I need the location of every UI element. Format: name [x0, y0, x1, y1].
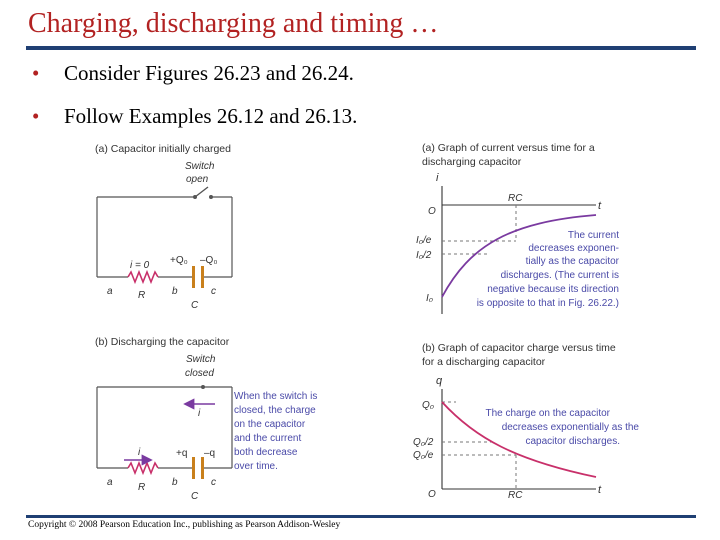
graph-note-line: tially as the capacitor	[525, 256, 619, 267]
graph-a-x-label: t	[598, 200, 602, 212]
bullet-1	[32, 61, 354, 86]
circuit-b-note	[234, 391, 317, 472]
graph-b-y-label: q	[436, 375, 443, 387]
loop-current-label: i	[198, 408, 201, 419]
graph-b-x-label: t	[598, 484, 602, 496]
capacitor-a	[192, 266, 204, 288]
circuit-note-line: and the current	[234, 433, 302, 444]
graph-b-tick-2: Q₀/2	[413, 437, 434, 448]
graph-a-origin: O	[428, 206, 436, 217]
graph-b-rc-label: RC	[508, 490, 523, 501]
resistor-a	[128, 272, 158, 282]
title-rule	[26, 46, 696, 50]
graph-a-tick-1: I₀/e	[416, 235, 432, 246]
bullet-2	[32, 104, 357, 129]
node-b-c: c	[211, 477, 216, 488]
graph-a	[416, 142, 620, 314]
graph-a-note	[477, 230, 620, 309]
graph-a-tick-2: I₀/2	[416, 250, 432, 261]
switch-a-label-1: Switch	[185, 161, 215, 172]
capacitor-a-label: C	[191, 300, 199, 311]
graph-note-line: is opposite to that in Fig. 26.22.)	[476, 298, 619, 309]
bullet-dot: •	[32, 104, 40, 128]
graph-b-tick-3: Q₀/e	[413, 450, 434, 461]
circuit-note-line: both decrease	[234, 447, 298, 458]
graph-b-caption-1: (b) Graph of capacitor charge versus time	[422, 342, 616, 354]
graph-note-line: decreases exponen-	[528, 243, 619, 254]
current-a-label: i = 0	[130, 260, 150, 271]
graph-a-rc-label: RC	[508, 193, 523, 204]
graph-note-line: capacitor discharges.	[525, 436, 620, 447]
graph-b-caption-2: for a discharging capacitor	[422, 356, 546, 368]
bullet-1-text: Consider Figures 26.23 and 26.24.	[64, 61, 354, 85]
graph-b	[413, 342, 639, 501]
copyright-text: Copyright © 2008 Pearson Education Inc., publishing as Pearson Addison-Wesley	[28, 520, 341, 530]
rc-discharge-figure	[88, 134, 648, 504]
circuit-note-line: closed, the charge	[234, 405, 316, 416]
charge-a-pos: +Q₀	[170, 255, 188, 266]
graph-a-caption-1: (a) Graph of current versus time for a	[422, 142, 595, 154]
footer-rule	[26, 515, 696, 518]
graph-note-line: The charge on the capacitor	[485, 408, 610, 419]
switch-a-label-2: open	[186, 174, 209, 185]
graph-note-line: discharges. (The current is	[500, 270, 619, 281]
circuit-note-line: over time.	[234, 461, 278, 472]
graph-a-caption-2: discharging capacitor	[422, 156, 522, 168]
bullet-2-text: Follow Examples 26.12 and 26.13.	[64, 104, 358, 128]
capacitor-b-label: C	[191, 491, 199, 502]
circuit-note-line: When the switch is	[234, 391, 318, 402]
graph-a-y-label: i	[436, 172, 439, 184]
circuit-a-caption: (a) Capacitor initially charged	[95, 143, 231, 155]
node-a-c: c	[211, 286, 216, 297]
graph-b-origin: O	[428, 489, 436, 500]
charge-b-neg: –q	[204, 448, 216, 459]
circuit-b-caption: (b) Discharging the capacitor	[95, 336, 230, 348]
circuit-a	[95, 143, 232, 311]
bullet-dot: •	[32, 61, 40, 85]
switch-b-label-2: closed	[185, 368, 214, 379]
slide-title: Charging, discharging and timing …	[28, 8, 439, 39]
resistor-b-label: R	[138, 482, 146, 493]
resistor-a-label: R	[138, 290, 146, 301]
charge-b-pos: +q	[176, 448, 188, 459]
graph-b-tick-1: Q₀	[422, 400, 434, 411]
node-b-b: b	[172, 477, 178, 488]
current-b-label: i	[138, 447, 141, 458]
circuit-b	[95, 336, 317, 502]
capacitor-b	[192, 457, 204, 479]
switch-b-label-1: Switch	[186, 354, 216, 365]
graph-a-tick-3: I₀	[426, 293, 433, 304]
graph-note-line: decreases exponentially as the	[501, 422, 639, 433]
resistor-b	[128, 463, 158, 473]
node-a-b: b	[172, 286, 178, 297]
graph-note-line: The current	[567, 230, 619, 241]
graph-note-line: negative because its direction	[487, 284, 619, 295]
switch-a-open	[193, 187, 213, 199]
graph-b-note	[485, 408, 639, 447]
node-a-a: a	[107, 286, 113, 297]
switch-b-closed	[201, 385, 205, 389]
node-b-a: a	[107, 477, 113, 488]
circuit-note-line: on the capacitor	[234, 419, 306, 430]
charge-a-neg: –Q₀	[200, 255, 218, 266]
